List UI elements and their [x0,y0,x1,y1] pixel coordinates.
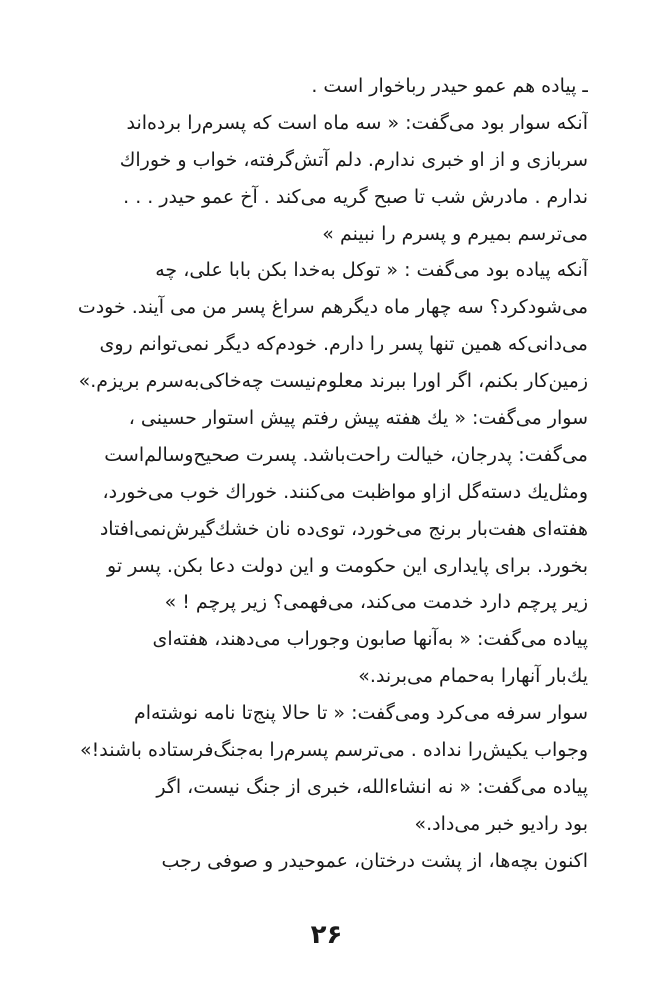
text-line: آنکه پیاده بود می‌گفت : « توکل به‌خدا بکن بابا علی، چه [155,259,588,282]
text-line: سربازی و از او خبری ندارم. دلم آتش‌گرفته، خواب و خوراك [119,148,588,171]
text-line: وجواب یکیش‌را نداده . می‌ترسم پسرم‌را به‌جنگ‌فرستاده باشند!» [80,739,588,762]
text-line: زمین‌کار بکنم، اگر اورا ببرند معلوم‌نیست چه‌خاکی‌به‌سرم بریزم.» [78,370,588,393]
text-line: یك‌بار آنهارا به‌حمام می‌برند.» [358,665,588,688]
page-number: ۲۶ [310,920,343,950]
text-line: پیاده می‌گفت: « به‌آنها صابون وجوراب می‌دهند، هفته‌ای [152,628,588,651]
text-line: ومثل‌یك دسته‌گل ازاو مواظبت می‌کنند. خوراك خوب می‌خورد، [102,480,588,503]
text-line: اکنون بچه‌ها، از پشت درختان، عموحیدر و صوفی رجب [161,849,588,872]
text-line: سوار سرفه می‌کرد ومی‌گفت: « تا حالا پنج‌تا نامه نوشته‌ام [134,702,588,725]
text-line: سوار می‌گفت: « یك هفته پیش رفتم پیش استوار حسینی ، [128,407,588,430]
text-line: ـ پیاده هم عمو حیدر رباخوار است . [311,75,588,97]
text-line: ندارم . مادرش شب تا صبح گریه می‌کند . آخ عمو حیدر . . . [123,185,588,208]
text-line: می‌گفت: پدرجان، خیالت راحت‌باشد. پسرت صحیح‌وسالم‌است [104,443,588,466]
text-line: می‌شودکرد؟ سه چهار ماه دیگرهم سراغ پسر من می آیند. خودت [77,296,588,319]
text-line: می‌دانی‌که همین تنها پسر را دارم. خودم‌که دیگر نمی‌توانم روی [99,333,588,356]
text-line: زیر پرچم دارد خدمت می‌کند، می‌فهمی؟ زیر پرچم ! » [164,591,588,614]
text-line: بود رادیو خبر می‌داد.» [414,812,588,835]
text-line: می‌ترسم بمیرم و پسرم را نبینم » [322,222,588,245]
text-line: آنکه سوار بود می‌گفت: « سه ماه است که پسرم‌را برده‌اند [126,111,588,134]
text-line: پیاده می‌گفت: « نه انشاءالله، خبری از جنگ نیست، اگر [156,775,588,798]
text-line: هفته‌ای هفت‌بار برنج می‌خورد، توی‌ده نان خشك‌گیرش‌نمی‌افتاد [99,517,588,540]
body-text [60,68,588,880]
text-line: بخورد. برای پایداری این حکومت و این دولت دعا بکن. پسر تو [107,554,588,577]
